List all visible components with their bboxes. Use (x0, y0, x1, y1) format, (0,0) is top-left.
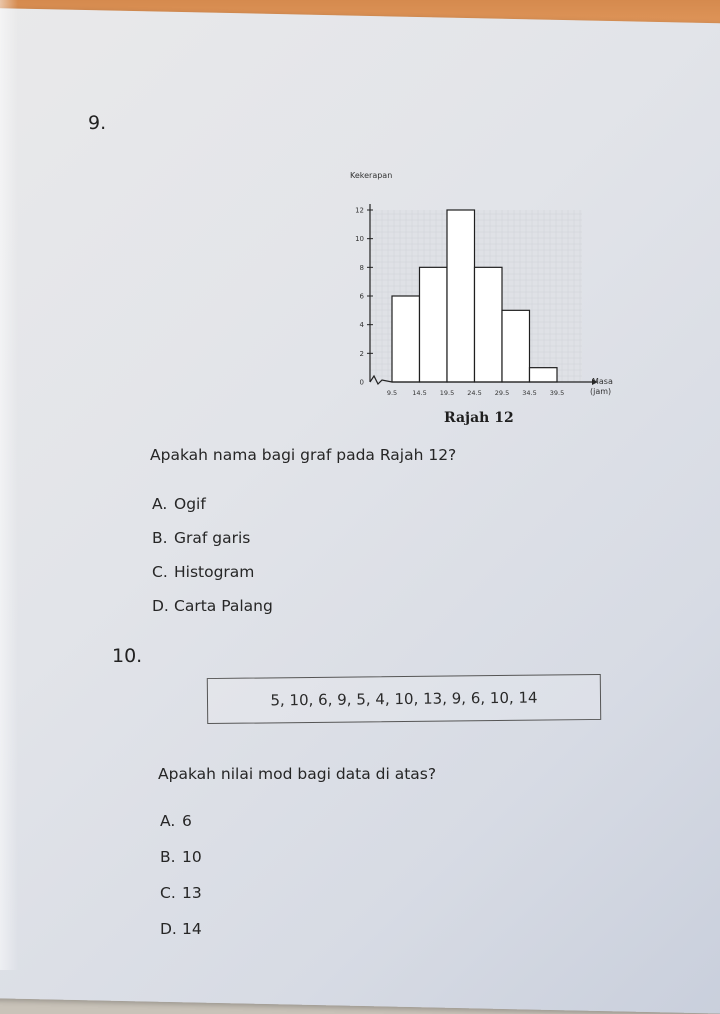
x-tick-label: 39.5 (549, 389, 565, 397)
option-text: Graf garis (174, 529, 251, 547)
question-9-text: Apakah nama bagi graf pada Rajah 12? (150, 446, 457, 464)
option-d[interactable] (152, 597, 273, 615)
option-text: 10 (182, 848, 202, 866)
data-values: 5, 10, 6, 9, 5, 4, 10, 13, 9, 6, 10, 14 (270, 688, 538, 710)
y-tick-label: 0 (359, 378, 364, 387)
x-tick-label: 19.5 (439, 389, 455, 397)
option-text: 6 (182, 812, 192, 830)
x-tick-label: 24.5 (467, 389, 482, 397)
histogram-bar (447, 210, 475, 382)
y-tick-label: 2 (359, 349, 364, 358)
option-text: Histogram (174, 563, 255, 581)
chart-y-axis-label: Kekerapan (350, 171, 393, 180)
option-letter: B. (160, 848, 176, 866)
question-10-text: Apakah nilai mod bagi data di atas? (158, 765, 437, 783)
question-10-number: 10. (112, 645, 143, 667)
option-letter: C. (160, 884, 176, 902)
y-tick-label: 6 (359, 292, 364, 301)
option-a[interactable] (160, 812, 192, 830)
option-letter: B. (152, 529, 168, 547)
histogram-bar (502, 310, 530, 382)
chart-x-axis-label-line2: (jam) (590, 387, 612, 396)
figure-caption: Rajah 12 (444, 410, 514, 426)
y-tick-label: 10 (355, 235, 364, 244)
option-text: Carta Palang (174, 597, 273, 615)
option-letter: D. (152, 597, 169, 615)
histogram-bar (475, 267, 503, 382)
option-letter: A. (160, 812, 176, 830)
option-text: Ogif (174, 495, 206, 513)
option-c[interactable] (160, 884, 202, 902)
x-tick-label: 34.5 (522, 389, 537, 397)
chart-x-axis-label-line1: Masa (592, 377, 613, 386)
histogram-chart (330, 160, 630, 410)
question-9-number: 9. (88, 112, 107, 134)
x-tick-label: 14.5 (412, 389, 427, 397)
option-b[interactable] (152, 529, 250, 547)
y-tick-label: 4 (359, 321, 364, 330)
x-tick-label: 29.5 (494, 389, 510, 397)
option-a[interactable] (152, 495, 206, 513)
option-text: 14 (182, 920, 202, 938)
option-c[interactable] (152, 563, 254, 581)
histogram-bar (420, 267, 448, 382)
y-tick-label: 8 (359, 263, 364, 272)
chart-x-ticks (387, 389, 564, 397)
option-d[interactable] (160, 920, 202, 938)
option-letter: D. (160, 920, 177, 938)
option-b[interactable] (160, 848, 202, 866)
histogram-bar (530, 368, 558, 382)
option-letter: C. (152, 563, 168, 581)
histogram-bar (392, 296, 420, 382)
option-letter: A. (152, 495, 168, 513)
y-tick-label: 12 (355, 206, 364, 215)
option-text: 13 (182, 884, 202, 902)
data-values-box (207, 674, 601, 724)
x-tick-label: 9.5 (386, 389, 398, 397)
